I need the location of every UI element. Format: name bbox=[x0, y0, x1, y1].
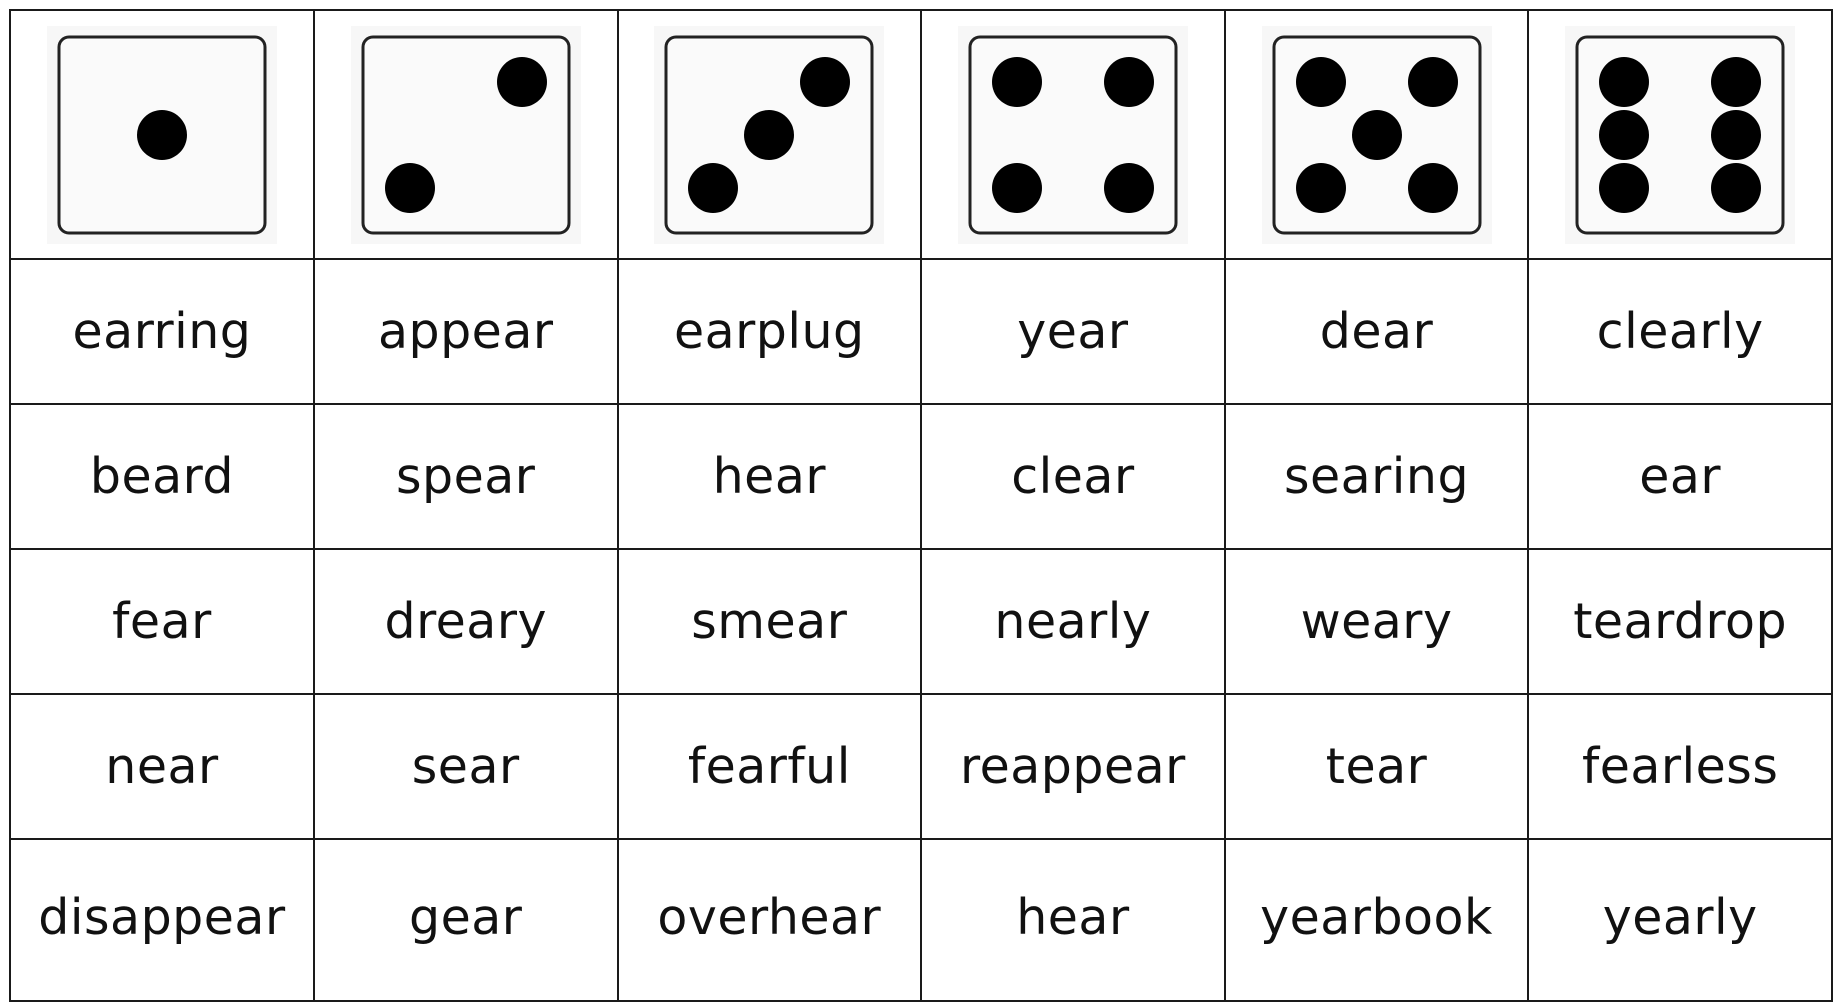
die-pip bbox=[385, 163, 435, 213]
word-cell bbox=[618, 404, 922, 549]
word-text: fearless bbox=[1581, 738, 1779, 795]
word-dice-grid bbox=[9, 9, 1833, 1002]
word-row-4 bbox=[10, 694, 1832, 839]
die-face-6-icon bbox=[1574, 34, 1786, 236]
dice-cell-1 bbox=[10, 10, 314, 259]
word-text: hear bbox=[712, 448, 826, 505]
word-cell bbox=[314, 259, 618, 404]
word-text: earring bbox=[72, 303, 252, 360]
word-cell bbox=[314, 839, 618, 1001]
word-cell bbox=[1528, 259, 1832, 404]
word-text: dear bbox=[1319, 303, 1434, 360]
word-cell bbox=[314, 694, 618, 839]
word-cell bbox=[921, 259, 1225, 404]
die-pip bbox=[1599, 110, 1649, 160]
word-cell bbox=[10, 694, 314, 839]
die-pip bbox=[1711, 110, 1761, 160]
word-row-3 bbox=[10, 549, 1832, 694]
word-cell bbox=[10, 549, 314, 694]
die-face-4-icon bbox=[967, 34, 1179, 236]
word-cell bbox=[921, 694, 1225, 839]
word-cell bbox=[921, 549, 1225, 694]
dice-cell-5 bbox=[1225, 10, 1529, 259]
die-pip bbox=[1599, 163, 1649, 213]
die-pip bbox=[1711, 163, 1761, 213]
word-cell bbox=[1225, 549, 1529, 694]
die-pip bbox=[1408, 57, 1458, 107]
word-text: earplug bbox=[673, 303, 865, 360]
die-pip bbox=[800, 57, 850, 107]
word-cell bbox=[1528, 839, 1832, 1001]
word-cell bbox=[314, 549, 618, 694]
dice-cell-4 bbox=[921, 10, 1225, 259]
die-pip bbox=[1408, 163, 1458, 213]
word-cell bbox=[1528, 404, 1832, 549]
dice-header-row bbox=[10, 10, 1832, 259]
word-row-1 bbox=[10, 259, 1832, 404]
die-pip bbox=[1104, 163, 1154, 213]
word-text: year bbox=[1017, 303, 1129, 360]
word-text: spear bbox=[395, 448, 536, 505]
die-face-3-icon bbox=[663, 34, 875, 236]
word-text: dreary bbox=[384, 593, 547, 650]
word-cell bbox=[1225, 694, 1529, 839]
die-pip bbox=[688, 163, 738, 213]
word-text: sear bbox=[411, 738, 520, 795]
word-cell bbox=[10, 259, 314, 404]
word-cell bbox=[10, 839, 314, 1001]
word-text: fear bbox=[112, 593, 212, 650]
die-pip bbox=[1352, 110, 1402, 160]
word-text: clear bbox=[1011, 448, 1135, 505]
word-text: near bbox=[105, 738, 219, 795]
word-cell bbox=[1528, 694, 1832, 839]
word-text: yearly bbox=[1602, 889, 1758, 946]
die-pip bbox=[744, 110, 794, 160]
word-row-5 bbox=[10, 839, 1832, 1001]
word-text: yearbook bbox=[1260, 889, 1493, 946]
die-pip bbox=[137, 110, 187, 160]
dice-cell-6 bbox=[1528, 10, 1832, 259]
die-face-1-icon bbox=[56, 34, 268, 236]
die-face-5-icon bbox=[1271, 34, 1483, 236]
word-text: disappear bbox=[38, 889, 286, 946]
word-cell bbox=[618, 259, 922, 404]
word-text: beard bbox=[89, 448, 235, 505]
die-pip bbox=[1296, 57, 1346, 107]
word-cell bbox=[921, 404, 1225, 549]
word-text: reappear bbox=[960, 738, 1186, 795]
die-pip bbox=[1711, 57, 1761, 107]
word-row-2 bbox=[10, 404, 1832, 549]
word-text: appear bbox=[377, 303, 554, 360]
word-cell bbox=[1225, 259, 1529, 404]
word-cell bbox=[618, 549, 922, 694]
die-pip bbox=[1296, 163, 1346, 213]
word-text: weary bbox=[1300, 593, 1453, 650]
die-pip bbox=[1104, 57, 1154, 107]
word-cell bbox=[1528, 549, 1832, 694]
word-text: gear bbox=[409, 889, 523, 946]
word-cell bbox=[10, 404, 314, 549]
die-pip bbox=[1599, 57, 1649, 107]
word-cell bbox=[1225, 404, 1529, 549]
die-pip bbox=[497, 57, 547, 107]
word-cell bbox=[618, 694, 922, 839]
word-text: teardrop bbox=[1573, 593, 1788, 650]
word-text: hear bbox=[1016, 889, 1130, 946]
word-text: nearly bbox=[994, 593, 1152, 650]
word-cell bbox=[921, 839, 1225, 1001]
word-text: fearful bbox=[687, 738, 851, 795]
word-text: searing bbox=[1283, 448, 1470, 505]
word-text: ear bbox=[1639, 448, 1722, 505]
word-text: clearly bbox=[1596, 303, 1764, 360]
die-pip bbox=[992, 163, 1042, 213]
word-cell bbox=[314, 404, 618, 549]
word-cell bbox=[618, 839, 922, 1001]
dice-cell-2 bbox=[314, 10, 618, 259]
dice-cell-3 bbox=[618, 10, 922, 259]
word-text: tear bbox=[1325, 738, 1428, 795]
die-face-2-icon bbox=[360, 34, 572, 236]
die-pip bbox=[992, 57, 1042, 107]
word-text: smear bbox=[691, 593, 848, 650]
word-text: overhear bbox=[657, 889, 882, 946]
word-cell bbox=[1225, 839, 1529, 1001]
